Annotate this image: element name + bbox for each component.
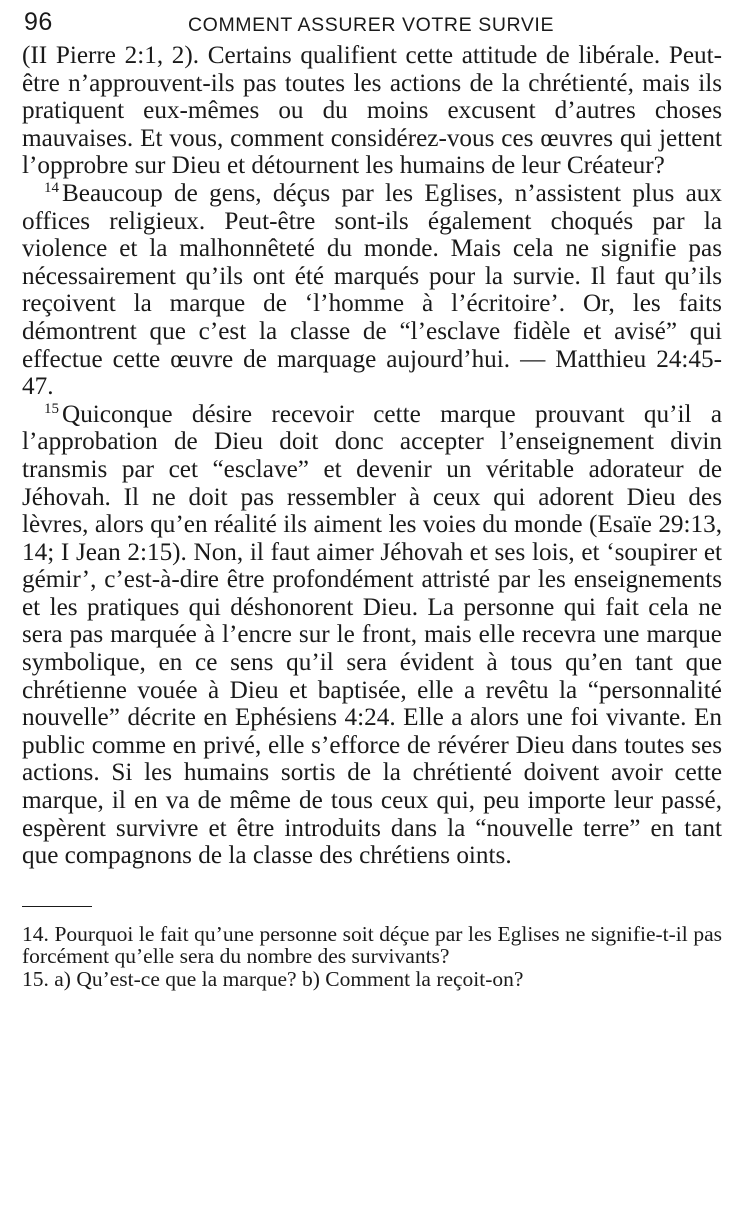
footnote-question: 14. Pourquoi le fait qu’une personne soit déçue par les Eglises ne signifie-t-il pas forcément qu’elle sera du nombre des survivants? bbox=[22, 921, 722, 969]
footnote-divider bbox=[22, 906, 92, 907]
body-text bbox=[22, 42, 722, 870]
paragraph-15 bbox=[22, 401, 722, 870]
running-title: COMMENT ASSURER VOTRE SURVIE bbox=[188, 14, 555, 36]
page-number: 96 bbox=[24, 8, 53, 36]
running-head bbox=[22, 8, 722, 42]
paragraph-text: Quiconque désire recevoir cette marque prouvant qu’il a l’approbation de Dieu doit donc accepter l’enseignement divin transmis par cet “esclave” et devenir un véritable adorateur de Jéhovah. Il ne doit pas ressembler à ceux qui adorent Dieu des lèvres, alors qu’en réalité ils aiment les voies du monde (Esaïe 29:13, 14; I Jean 2:15). Non, il faut aimer Jéhovah et ses lois, et ‘soupirer et gémir’, c’est-à-dire être profondément attristé par les enseignements et les pratiques qui déshonorent Dieu. La personne qui fait cela ne sera pas marquée à l’encre sur le front, mais elle recevra une marque symbolique, en ce sens qu’il sera évident à tous qu’en tant que chrétienne vouée à Dieu et baptisée, elle a revêtu la “personnalité nouvelle” décrite en Ephésiens 4:24. Elle a alors une foi vivante. En public comme en privé, elle s’efforce de révérer Dieu dans toutes ses actions. Si les humains sortis de la chrétienté doivent avoir cette marque, il en va de même de tous ceux qui, peu importe leur passé, espèrent survivre et être introduits dans la “nouvelle terre” en tant que compagnons de la classe des chrétiens oints. bbox=[22, 400, 722, 870]
book-page bbox=[22, 8, 722, 990]
paragraph-text: (II Pierre 2:1, 2). Certains qualifient cette attitude de libérale. Peut-être n’approuvent-ils pas toutes les actions de la chrétienté, mais ils pratiquent eux-mêmes ou du moins excusent d’autres choses mauvaises. Et vous, comment considérez-vous ces œuvres qui jettent l’opprobre sur Dieu et détournent les humains de leur Créateur? bbox=[22, 42, 722, 180]
paragraph-14 bbox=[22, 180, 722, 401]
footnotes bbox=[22, 923, 722, 991]
paragraph-number: 15 bbox=[44, 400, 59, 417]
footnote-question: 15. a) Qu’est-ce que la marque? b) Comment la reçoit-on? bbox=[22, 966, 524, 991]
paragraph-continuation bbox=[22, 42, 722, 180]
paragraph-number: 14 bbox=[44, 179, 59, 196]
paragraph-text: Beaucoup de gens, déçus par les Eglises, n’assistent plus aux offices religieux. Peut-être sont-ils également choqués par la violence et la malhonnêteté du monde. Mais cela ne signifie pas nécessairement qu’ils ont été marqués pour la survie. Il faut qu’ils reçoivent la marque de ‘l’homme à l’écritoire’. Or, les faits démontrent que c’est la classe de “l’esclave fidèle et avisé” qui effectue cette œuvre de marquage aujourd’hui. — Matthieu 24:45-47. bbox=[22, 179, 722, 401]
